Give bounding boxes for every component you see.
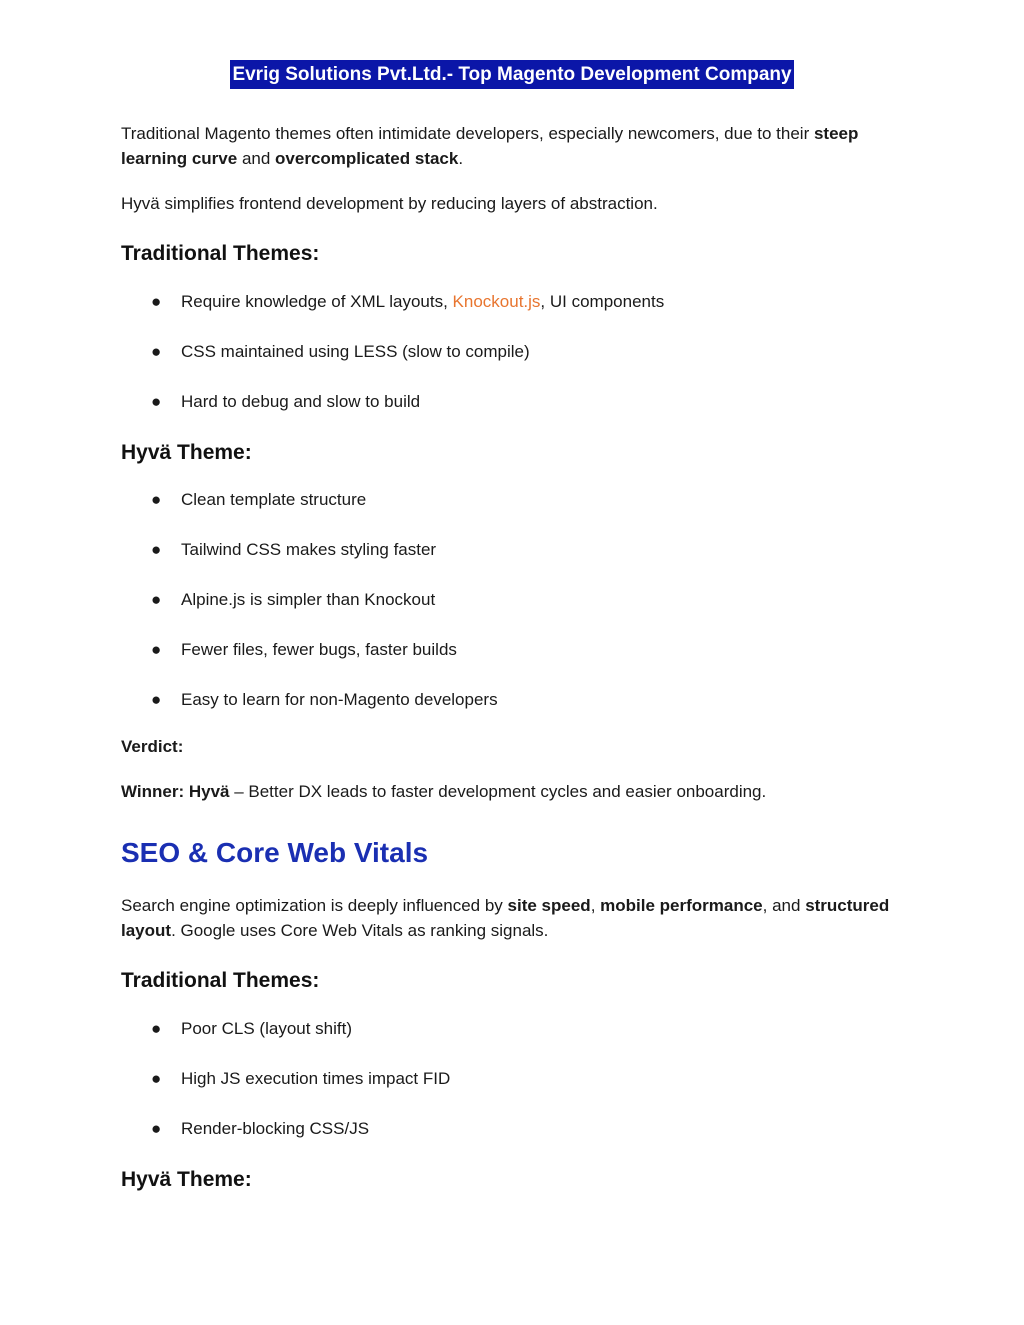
bullet-icon: ● [151,590,162,609]
seo-text-end: . Google uses Core Web Vitals as ranking signals. [171,921,549,940]
bullet-icon: ● [151,342,162,361]
list-item [151,340,530,364]
list-item [151,290,664,314]
site-speed-bold: site speed [507,896,591,915]
bullet-icon: ● [151,1019,162,1038]
intro-and: and [237,149,276,168]
list-item [151,1017,352,1041]
steep-curve-bold: steep learning curve [121,124,859,168]
list-item [151,688,498,712]
hyva-theme-heading: Hyvä Theme: [121,441,252,464]
bullet-icon: ● [151,392,162,411]
seo-heading: SEO & Core Web Vitals [121,837,429,868]
winner-label: Winner: Hyvä [121,782,230,801]
list-item-text: High JS execution times impact FID [181,1069,451,1088]
seo-traditional-heading: Traditional Themes: [121,969,320,992]
hyva-intro-paragraph: Hyvä simplifies frontend development by reducing layers of abstraction. [121,194,658,213]
list-item-text: Fewer files, fewer bugs, faster builds [181,640,457,659]
list-item-text: Easy to learn for non-Magento developers [181,690,498,709]
list-item-text: Require knowledge of XML layouts, [181,292,453,311]
seo-and: , and [762,896,806,915]
banner-row [0,60,1024,89]
winner-text: – Better DX leads to faster development cycles and easier onboarding. [229,782,767,801]
bullet-icon: ● [151,490,162,509]
bullet-icon: ● [151,1069,162,1088]
list-item-text: , UI components [540,292,665,311]
list-item-text: Alpine.js is simpler than Knockout [181,590,436,609]
list-item [151,1117,369,1141]
list-item [151,588,435,612]
list-item-text: Clean template structure [181,490,367,509]
bullet-icon: ● [151,292,162,311]
verdict-bold: Verdict: [121,737,184,756]
bullet-icon: ● [151,540,162,559]
traditional-themes-heading: Traditional Themes: [121,242,320,265]
list-item [151,638,457,662]
knockout-link[interactable]: Knockout.js [452,292,541,311]
bullet-icon: ● [151,640,162,659]
list-item-text: Tailwind CSS makes styling faster [181,540,437,559]
seo-comma: , [590,896,601,915]
list-item-text: CSS maintained using LESS (slow to compile) [181,342,530,361]
mobile-performance-bold: mobile performance [600,896,763,915]
bullet-icon: ● [151,1119,162,1138]
seo-paragraph [121,893,901,943]
intro-period: . [458,149,464,168]
list-item [151,390,420,414]
verdict-label [121,734,901,759]
winner-paragraph [121,779,901,804]
list-item-text: Hard to debug and slow to build [181,392,421,411]
list-item-text: Poor CLS (layout shift) [181,1019,353,1038]
list-item [151,488,366,512]
intro-text: Traditional Magento themes often intimidate developers, especially newcomers, due to their [121,124,814,143]
seo-text: Search engine optimization is deeply influenced by [121,896,508,915]
list-item [151,538,436,562]
list-item-text: Render-blocking CSS/JS [181,1119,370,1138]
bullet-icon: ● [151,690,162,709]
overcomplicated-bold: overcomplicated stack [275,149,459,168]
seo-hyva-heading: Hyvä Theme: [121,1168,252,1191]
intro-paragraph [121,121,901,171]
company-banner: Evrig Solutions Pvt.Ltd.- Top Magento Development Company [230,60,793,89]
structured-layout-bold: structured layout [121,896,890,940]
list-item [151,1067,450,1091]
